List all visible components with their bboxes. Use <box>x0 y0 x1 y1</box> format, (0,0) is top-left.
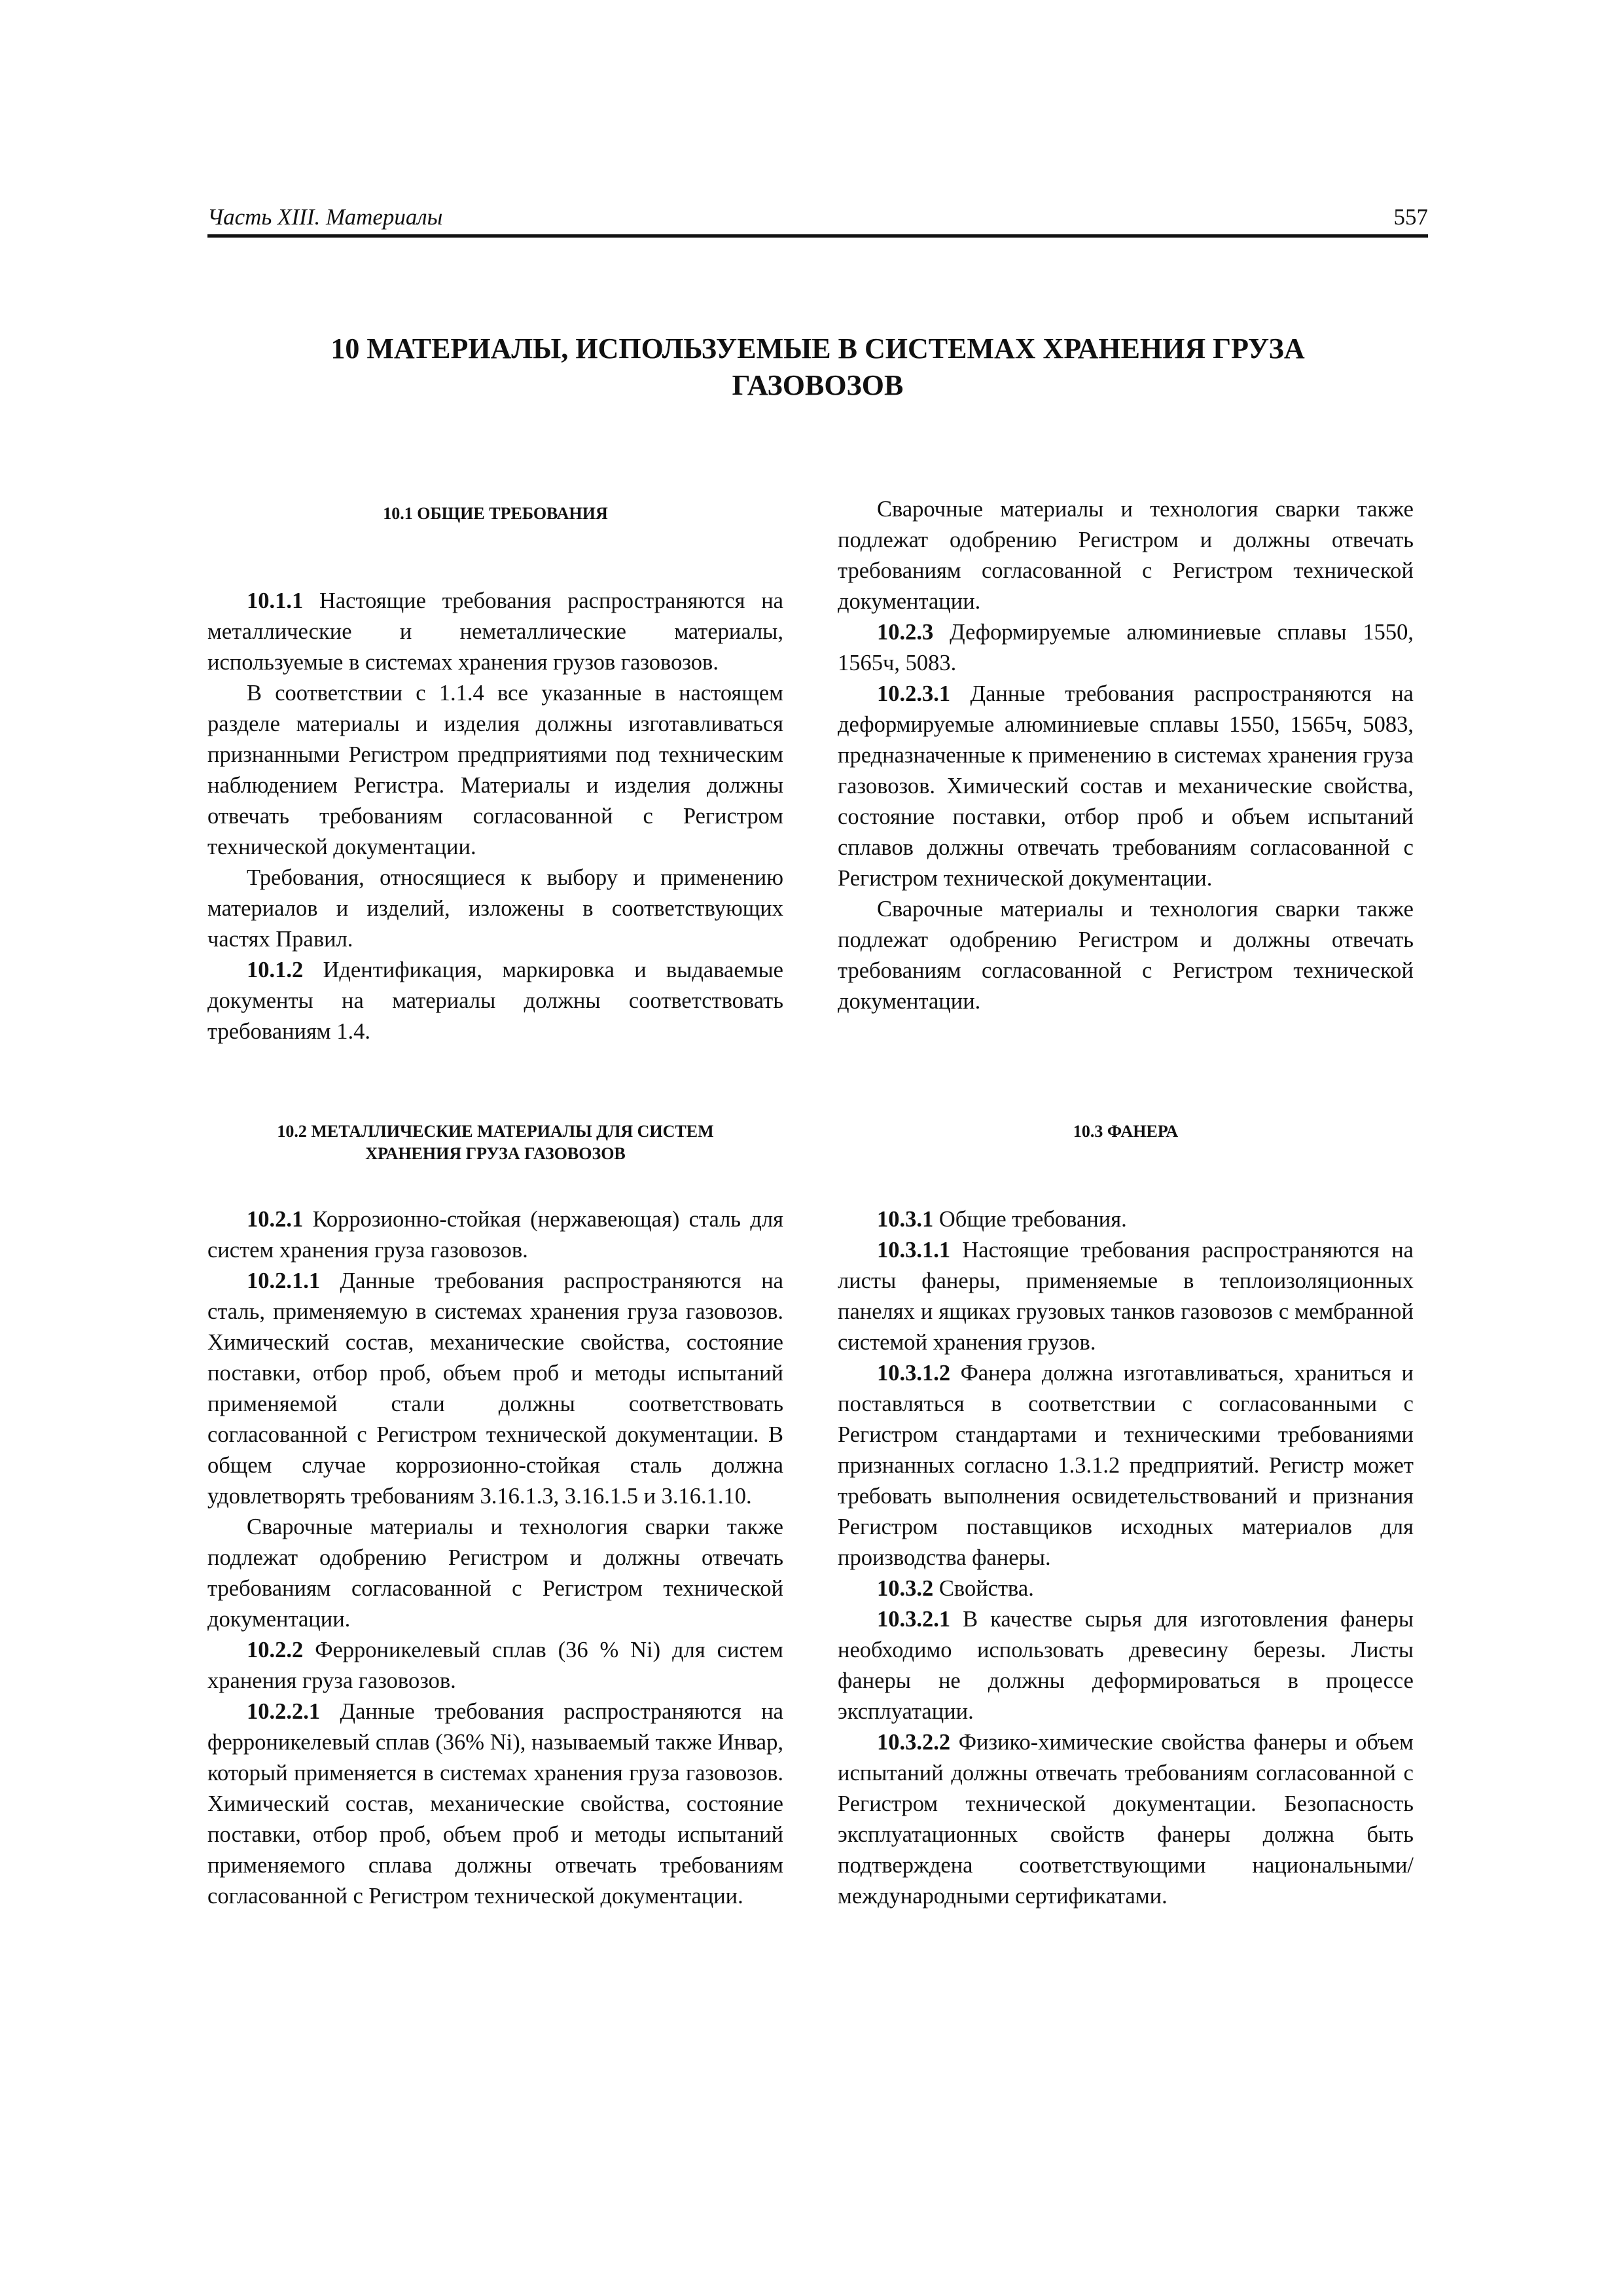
paragraph-text: Идентификация, маркировка и выдаваемые документы на материалы должны соответствовать требованиям 1.4. <box>207 958 783 1044</box>
paragraph-10-2-3-1 <box>838 679 1414 894</box>
chapter-title <box>207 331 1428 404</box>
paragraph-10-2-2 <box>207 1635 783 1696</box>
paragraph-text: Данные требования распространяются на ферроникелевый сплав (36% Ni), называемый также Инвар, который применяется в системах хранения груза газовозов. Химический состав, механические свойства, состояние поставки, отбор проб, объем проб и методы испытаний применяемого сплава должны отвечать требованиям согласованной с Регистром технической документации. <box>207 1699 783 1909</box>
running-header <box>207 196 1428 238</box>
paragraph-10-2-3 <box>838 617 1414 679</box>
paragraph-text: Данные требования распространяются на сталь, применяемую в системах хранения груза газовозов. Химический состав, механические свойства, состояние поставки, отбор проб, объем проб и методы испытаний применяемой стали должны соответствовать согласованной с Регистром технической документации. В общем случае коррозионно-стойкая сталь должна удовлетворять требованиям 3.16.1.3, 3.16.1.5 и 3.16.1.10. <box>207 1268 783 1509</box>
clause-number: 10.3.2.2 <box>877 1730 951 1755</box>
paragraph-text: Настоящие требования распространяются на металлические и неметаллические материалы, используемые в системах хранения грузов газовозов. <box>207 588 783 675</box>
paragraph-text: Общие требования. <box>933 1207 1127 1232</box>
paragraph-text: В качестве сырья для изготовления фанеры необходимо использовать древесину березы. Листы фанеры не должны деформироваться в процессе эксплуатации. <box>838 1607 1414 1724</box>
paragraph: В соответствии с 1.1.4 все указанные в настоящем разделе материалы и изделия должны изготавливаться признанными Регистром предприятиями под техническим наблюдением Регистра. Материалы и изделия должны отвечать требованиям согласованной с Регистром технической документации. <box>207 681 783 859</box>
section-10-2-body-left <box>207 1204 783 1912</box>
clause-number: 10.1.1 <box>247 588 304 613</box>
paragraph-10-3-2-2 <box>838 1727 1414 1912</box>
section-10-1-body <box>207 586 783 1047</box>
section-10-1-heading <box>207 503 783 525</box>
paragraph: Сварочные материалы и технология сварки также подлежат одобрению Регистром и должны отвечать требованиям согласованной с Регистром технической документации. <box>207 1515 783 1632</box>
clause-number: 10.3.1.2 <box>877 1361 951 1386</box>
paragraph-text: Фанера должна изготавливаться, храниться и поставляться в соответствии с согласованными с Регистром стандартами и техническими требованиями признанных согласно 1.3.1.2 предприятий. Регистр может требовать выполнения освидетельствований и признания Регистром поставщиков исходных материалов для производства фанеры. <box>838 1361 1414 1570</box>
clause-number: 10.1.2 <box>247 958 304 982</box>
paragraph-10-3-1-1 <box>838 1235 1414 1358</box>
section-10-3-body <box>838 1204 1414 1912</box>
paragraph-10-3-2 <box>838 1573 1414 1604</box>
clause-number: 10.3.1 <box>877 1207 934 1232</box>
section-10-3-heading <box>838 1121 1414 1143</box>
section-10-2-heading <box>207 1121 783 1165</box>
page-number: 557 <box>1393 204 1428 230</box>
paragraph: Сварочные материалы и технология сварки также подлежат одобрению Регистром и должны отвечать требованиям согласованной с Регистром технической документации. <box>838 897 1414 1014</box>
paragraph-text: Свойства. <box>933 1576 1034 1601</box>
clause-number: 10.3.1.1 <box>877 1238 951 1263</box>
paragraph-text: Ферроникелевый сплав (36 % Ni) для систем хранения груза газовозов. <box>207 1638 783 1693</box>
chapter-title-line-2: ГАЗОВОЗОВ <box>732 369 904 401</box>
paragraph-10-2-1-1 <box>207 1266 783 1512</box>
clause-number: 10.3.2.1 <box>877 1607 951 1632</box>
paragraph-10-2-1 <box>207 1204 783 1266</box>
paragraph-text: Данные требования распространяются на деформируемые алюминиевые сплавы 1550, 1565ч, 5083, предназначенные к применению в системах хранения груза газовозов. Химический состав и механические свойства, состояние поставки, отбор проб и объем испытаний сплавов должны отвечать требованиям согласованной с Регистром технической документации. <box>838 681 1414 891</box>
paragraph-10-3-1 <box>838 1204 1414 1235</box>
paragraph-text: Деформируемые алюминиевые сплавы 1550, 1565ч, 5083. <box>838 620 1414 675</box>
section-10-2-body-right <box>838 494 1414 1017</box>
paragraph-10-3-1-2 <box>838 1358 1414 1573</box>
section-10-1-heading-text: 10.1 ОБЩИЕ ТРЕБОВАНИЯ <box>383 504 608 523</box>
paragraph-10-1-1 <box>207 586 783 678</box>
clause-number: 10.2.3.1 <box>877 681 951 706</box>
part-title: Часть XIII. Материалы <box>207 204 443 230</box>
clause-number: 10.2.1 <box>247 1207 304 1232</box>
clause-number: 10.2.1.1 <box>247 1268 321 1293</box>
paragraph: Сварочные материалы и технология сварки также подлежат одобрению Регистром и должны отвечать требованиям согласованной с Регистром технической документации. <box>838 497 1414 614</box>
clause-number: 10.2.3 <box>877 620 934 645</box>
paragraph: Требования, относящиеся к выбору и применению материалов и изделий, изложены в соответствующих частях Правил. <box>207 865 783 952</box>
paragraph-text: Физико-химические свойства фанеры и объем испытаний должны отвечать требованиям согласованной с Регистром технической документации. Безопасность эксплуатационных свойств фанеры должна быть подтверждена соответствующими национальными/международными сертификатами. <box>838 1730 1414 1909</box>
paragraph-10-1-2 <box>207 955 783 1047</box>
clause-number: 10.2.2 <box>247 1638 304 1662</box>
clause-number: 10.3.2 <box>877 1576 934 1601</box>
clause-number: 10.2.2.1 <box>247 1699 321 1724</box>
section-10-2-heading-line-1: 10.2 МЕТАЛЛИЧЕСКИЕ МАТЕРИАЛЫ ДЛЯ СИСТЕМ <box>277 1122 714 1141</box>
section-10-2-heading-line-2: ХРАНЕНИЯ ГРУЗА ГАЗОВОЗОВ <box>365 1144 626 1163</box>
paragraph-text: Настоящие требования распространяются на листы фанеры, применяемые в теплоизоляционных панелях и ящиках грузовых танков газовозов с мембранной системой хранения грузов. <box>838 1238 1414 1355</box>
section-10-3-heading-text: 10.3 ФАНЕРА <box>1073 1122 1179 1141</box>
chapter-title-line-1: 10 МАТЕРИАЛЫ, ИСПОЛЬЗУЕМЫЕ В СИСТЕМАХ ХРАНЕНИЯ ГРУЗА <box>330 332 1305 365</box>
paragraph-text: Коррозионно-стойкая (нержавеющая) сталь для систем хранения груза газовозов. <box>207 1207 783 1263</box>
paragraph-10-3-2-1 <box>838 1604 1414 1727</box>
paragraph-10-2-2-1 <box>207 1696 783 1912</box>
